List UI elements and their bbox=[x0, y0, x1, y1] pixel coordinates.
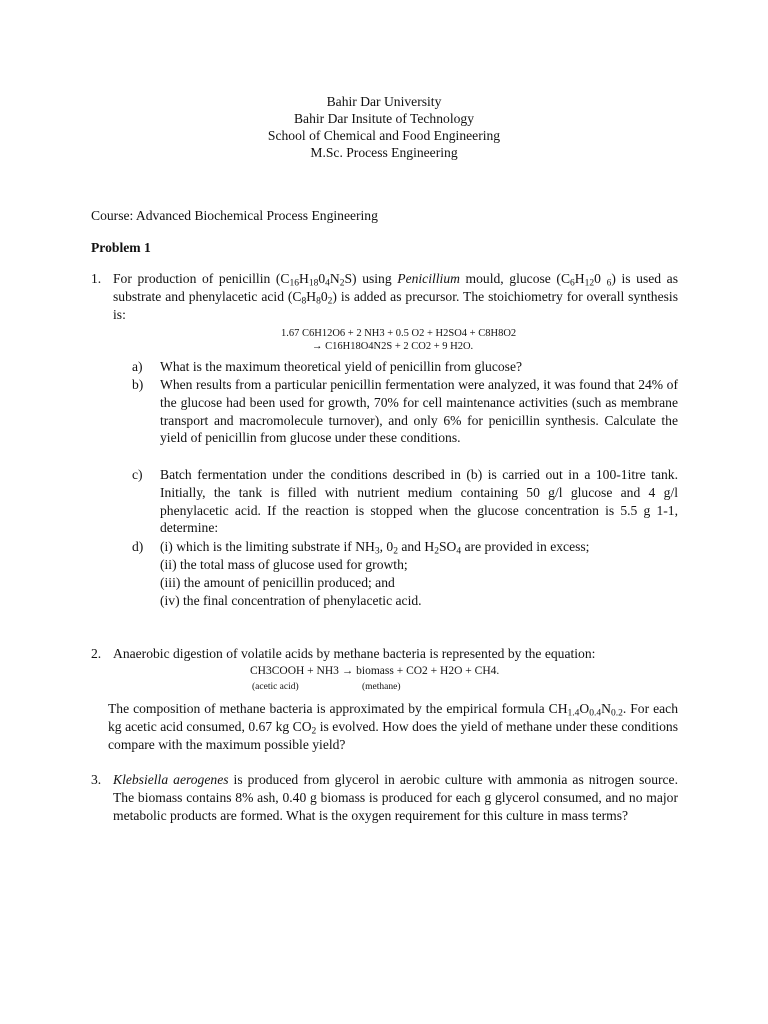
stoichiometry-equation-line1: 1.67 C6H12O6 + 2 NH3 + 0.5 O2 + H2SO4 + C8H8O2 bbox=[281, 328, 517, 339]
methane-label: (methane) bbox=[362, 682, 401, 692]
stoichiometry-equation-line2: → C16H18O4N2S + 2 CO2 + 9 H2O. bbox=[312, 341, 474, 352]
q1-number: 1. bbox=[91, 271, 102, 286]
q1-part-d-text: (i) which is the limiting substrate if $NH_3$, $0_2$ and $H_2SO_4$ are provided in excess; bbox=[160, 539, 590, 557]
course-title: Course: Advanced Biochemical Process Engineering bbox=[91, 208, 378, 223]
q1-part-d-ii: (ii) the total mass of glucose used for growth; bbox=[160, 557, 408, 572]
q3-number: 3. bbox=[91, 772, 102, 787]
q3-text: Klebsiella aerogenes is produced from glycerol in aerobic culture with ammonia as nitrogen source. The biomass contains 8% ash, 0.40 g biomass is produced for each g glycerol consumed, and no major metabolic products are formed. What is the oxygen requirement for this culture in mass terms? bbox=[113, 772, 678, 823]
methane-equation: CH3COOH + NH3 → biomass + CO2 + H2O + CH4. bbox=[250, 665, 500, 677]
q1-part-d-iii: (iii) the amount of penicillin produced; and bbox=[160, 575, 395, 590]
q1-part-c-text: Batch fermentation under the conditions described in (b) is carried out in a 100-1itre tank. Initially, the tank is filled with nutrient medium containing 50 g/l glucose and 4 g/l phenylacetic acid. If the reaction is stopped when the glucose concentration is 5.5 g 1-1, determine: bbox=[160, 467, 678, 536]
q1-part-c-letter: c) bbox=[132, 467, 143, 482]
acetic-acid-label: (acetic acid) bbox=[252, 682, 299, 692]
school-name: School of Chemical and Food Engineering bbox=[267, 128, 501, 143]
q1-part-a-letter: a) bbox=[132, 359, 143, 374]
q1-part-b-letter: b) bbox=[132, 377, 144, 392]
q1-text: For production of penicillin $(C_{16}H_{18}0_4N_2S)$ using Penicillium mould, glucose ($C_6H_{12}0$ $_6$) is used as substrate and phenylacetic acid $(C_8H_80_2)$ is added as precursor. The stoichiometry for overall synthesis is: bbox=[113, 271, 678, 322]
q1-part-b-text: When results from a particular penicillin fermentation were analyzed, it was found that 24% of the glucose had been used for growth, 70% for cell maintenance activities (such as membrane transport and macromolecule turnover), and only 6% for penicillin synthesis. Calculate the yield of penicillin from glucose under these conditions. bbox=[160, 377, 678, 446]
problem-title: Problem 1 bbox=[91, 240, 151, 255]
university-name: Bahir Dar University bbox=[326, 94, 442, 109]
q1-part-d-iv: (iv) the final concentration of phenylacetic acid. bbox=[160, 593, 422, 608]
q2-number: 2. bbox=[91, 646, 102, 661]
q1-part-d-letter: d) bbox=[132, 539, 144, 554]
program-name: M.Sc. Process Engineering bbox=[310, 145, 458, 160]
q2-text: The composition of methane bacteria is approximated by the empirical formula $CH_{1.4}O_{0.4}N_{0.2}$. For each kg acetic acid consumed, 0.67 kg $CO_2$ is evolved. How does the yield of methane under these conditions compare with the maximum possible yield? bbox=[108, 701, 678, 752]
q1-part-a-text: What is the maximum theoretical yield of penicillin from glucose? bbox=[160, 359, 523, 374]
institute-name: Bahir Dar Insitute of Technology bbox=[293, 111, 474, 126]
q2-intro: Anaerobic digestion of volatile acids by methane bacteria is represented by the equation: bbox=[113, 646, 596, 661]
